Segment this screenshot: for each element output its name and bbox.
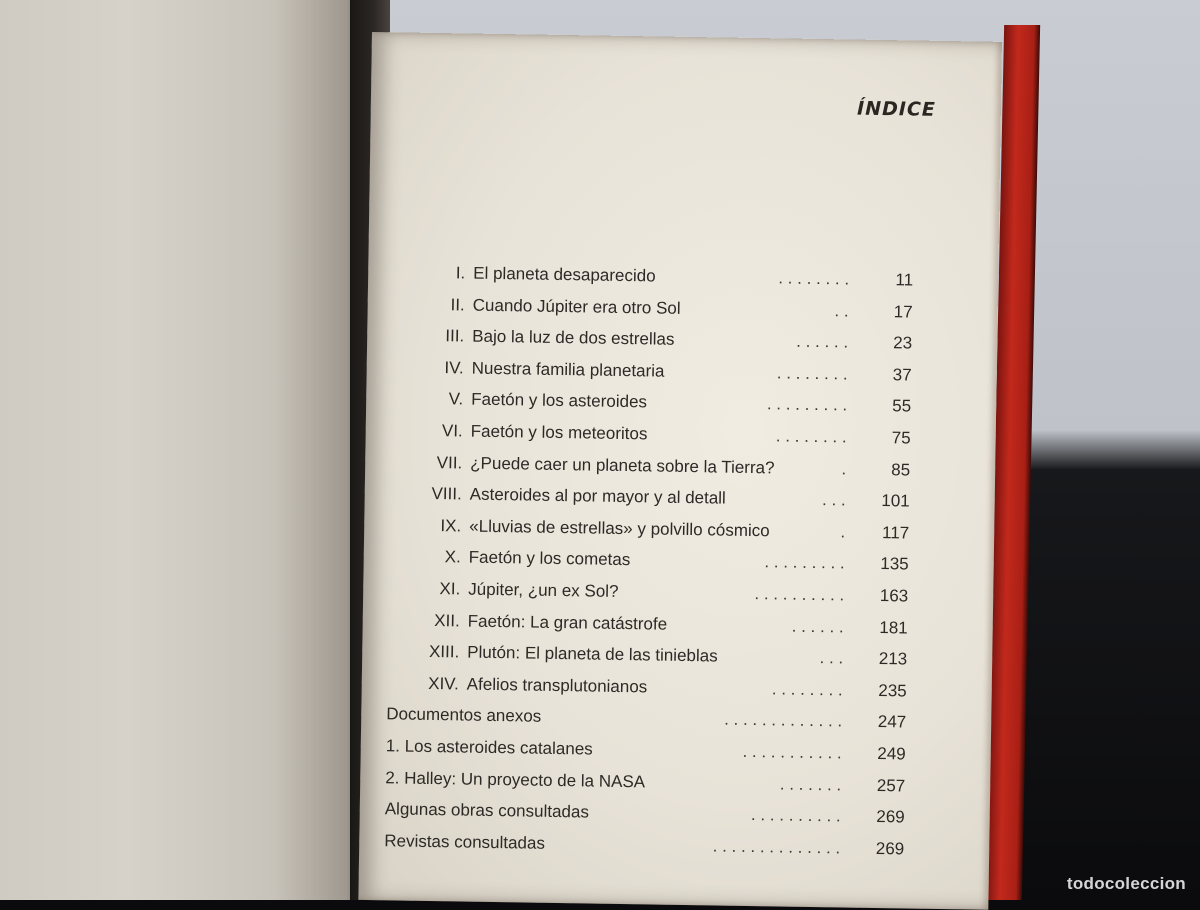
chapter-title: Algunas obras consultadas xyxy=(384,799,590,822)
chapter-title: Faetón: La gran catástrofe xyxy=(467,611,668,634)
toc-entry xyxy=(391,357,911,393)
chapter-number: II. xyxy=(450,294,465,315)
toc-entry xyxy=(386,673,906,709)
toc-entry xyxy=(391,389,911,425)
chapter-number: XII. xyxy=(434,610,460,631)
dot-leader: . . . . . . . . xyxy=(778,268,850,289)
toc-entry xyxy=(387,610,907,646)
toc-entry xyxy=(392,326,912,362)
chapter-title: Bajo la luz de dos estrellas xyxy=(472,326,675,349)
chapter-title: Documentos anexos xyxy=(386,704,542,727)
watermark-logo: todocoleccion xyxy=(1066,874,1186,893)
dot-leader: . . . . . . . . xyxy=(771,679,843,700)
chapter-title: 1. Los asteroides catalanes xyxy=(385,736,593,759)
page-number: 269 xyxy=(875,838,905,859)
chapter-title: Nuestra familia planetaria xyxy=(471,358,665,381)
chapter-title: Cuando Júpiter era otro Sol xyxy=(472,295,681,318)
dot-leader: . . . . . . . . . . . xyxy=(742,741,842,763)
toc-entry xyxy=(385,799,905,835)
page-number: 247 xyxy=(877,712,907,732)
page-number: 249 xyxy=(877,744,906,764)
chapter-title: El planeta desaparecido xyxy=(473,263,656,286)
page-number: 181 xyxy=(879,617,908,638)
page-number: 269 xyxy=(876,807,905,827)
page-number: 75 xyxy=(891,428,911,448)
chapter-title: «Lluvias de estrellas» y polvillo cósmico xyxy=(469,516,770,541)
index-page xyxy=(358,32,1002,910)
chapter-title: Faetón y los meteoritos xyxy=(470,421,648,444)
page-number: 101 xyxy=(881,491,910,511)
chapter-number: III. xyxy=(445,326,465,346)
chapter-title: Faetón y los asteroides xyxy=(471,389,648,412)
toc-entry xyxy=(385,768,905,804)
toc-entry xyxy=(393,262,913,298)
chapter-title: Júpiter, ¿un ex Sol? xyxy=(468,579,619,601)
dot-leader: . . . xyxy=(819,648,844,668)
chapter-title: ¿Puede caer un planeta sobre la Tierra? xyxy=(470,453,775,477)
page-number: 37 xyxy=(892,365,912,385)
page-number: 163 xyxy=(879,586,909,606)
toc-entry xyxy=(386,705,906,741)
toc-entry xyxy=(389,484,909,520)
chapter-number: IV. xyxy=(444,357,464,378)
dot-leader: . . . xyxy=(821,490,846,510)
dot-leader: . . . . . . . . . . . . . xyxy=(724,710,843,731)
page-number: 17 xyxy=(893,301,913,322)
toc-entry xyxy=(385,736,905,772)
page-number: 55 xyxy=(892,396,912,416)
page-number: 257 xyxy=(876,775,906,796)
chapter-number: VIII. xyxy=(431,484,462,504)
dot-leader: . . . . . . . . xyxy=(776,363,848,384)
chapter-title: Plutón: El planeta de las tinieblas xyxy=(467,642,718,666)
chapter-number: XIII. xyxy=(428,642,460,662)
toc-entry xyxy=(387,642,907,678)
chapter-number: IX. xyxy=(440,515,462,536)
dot-leader: . . . . . . . . . . xyxy=(754,584,845,605)
page-number: 117 xyxy=(881,522,910,543)
page-number: 11 xyxy=(895,270,914,290)
chapter-number: VII. xyxy=(436,452,463,473)
chapter-title: Faetón y los cometas xyxy=(468,547,631,570)
dot-leader: . . . . . . . xyxy=(779,774,842,795)
chapter-title: Asteroides al por mayor y al detall xyxy=(469,484,726,508)
chapter-number: I. xyxy=(455,263,466,283)
page-number: 213 xyxy=(878,649,908,669)
dot-leader: . . . . . . . . . . . . . . xyxy=(712,836,841,858)
chapter-title: 2. Halley: Un proyecto de la NASA xyxy=(385,767,646,791)
chapter-number: V. xyxy=(448,389,464,409)
dot-leader: . . . . . . . . xyxy=(775,426,847,447)
table-of-contents xyxy=(368,262,998,859)
page-number: 85 xyxy=(891,459,911,480)
toc-entry xyxy=(384,831,904,867)
toc-entry xyxy=(388,578,908,614)
chapter-number: VI. xyxy=(441,421,463,441)
dot-leader: . . . . . . . . . xyxy=(764,552,845,573)
chapter-title: Revistas consultadas xyxy=(384,831,546,853)
dot-leader: . . . . . . . . . . xyxy=(750,805,841,826)
page-number: 135 xyxy=(880,554,909,574)
dot-leader: . . . . . . . . . xyxy=(766,394,848,415)
dot-leader: . xyxy=(840,522,846,542)
toc-entry xyxy=(390,452,910,488)
dot-leader: . . xyxy=(834,300,849,321)
chapter-title: Afelios transplutonianos xyxy=(466,674,648,697)
chapter-number: XI. xyxy=(439,579,461,599)
toc-entry xyxy=(392,294,912,330)
dot-leader: . xyxy=(841,459,847,479)
left-page xyxy=(0,0,365,900)
page-number: 23 xyxy=(893,333,913,353)
page-number: 235 xyxy=(878,680,907,701)
dot-leader: . . . . . . xyxy=(796,331,849,352)
chapter-number: X. xyxy=(444,547,461,567)
chapter-number: XIV. xyxy=(428,673,459,694)
index-heading: ÍNDICE xyxy=(856,97,937,121)
toc-entry xyxy=(390,420,910,456)
toc-entry xyxy=(388,547,908,583)
toc-entry xyxy=(389,515,909,551)
dot-leader: . . . . . . xyxy=(791,616,844,637)
